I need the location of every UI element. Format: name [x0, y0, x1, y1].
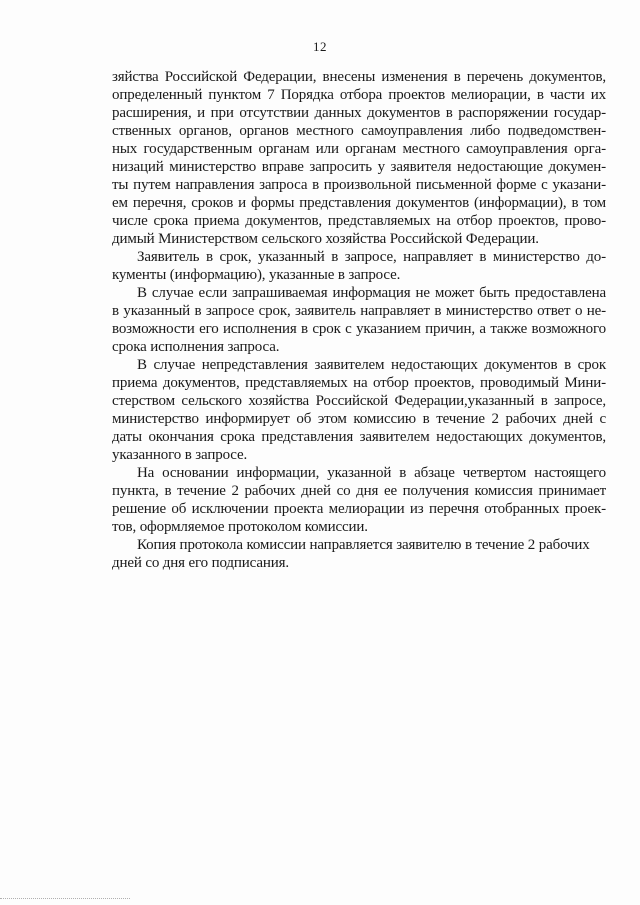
text-line: дней со дня его подписания.: [112, 555, 289, 571]
text-line: ем перечня, сроков и формы представления документов (информации), в том: [112, 195, 606, 211]
text-line: ных государственным органам или органам местного самоуправления орга-: [112, 141, 606, 157]
paragraph-first-line: Заявитель в срок, указанный в запросе, направляет в министерство до-: [137, 249, 606, 265]
text-line: ственных органов, органов местного самоуправления либо подведомствен-: [112, 123, 606, 139]
text-line: расширения, и при отсутствии данных документов в распоряжении государ-: [112, 105, 606, 121]
text-line: срока исполнения запроса.: [112, 339, 280, 355]
text-line: определенный пунктом 7 Порядка отбора проектов мелиорации, в части их: [112, 87, 606, 103]
text-line: решение об исключении проекта мелиорации из перечня отобранных проек-: [112, 501, 606, 517]
paragraph-first-line: Копия протокола комиссии направляется заявителю в течение 2 рабочих: [137, 537, 590, 553]
text-line: в указанный в запросе срок, заявитель направляет в министерство ответ о не-: [112, 303, 606, 319]
text-line: тов, оформляемое протоколом комиссии.: [112, 519, 368, 535]
text-line: министерство информирует об этом комиссию в течение 2 рабочих дней с: [112, 411, 606, 427]
scan-artifact: [0, 896, 130, 899]
text-line: даты окончания срока представления заявителем недостающих документов,: [112, 429, 606, 445]
text-line: ты путем направления запроса в произвольной письменной форме с указани-: [112, 177, 606, 193]
text-line: низаций министерство вправе запросить у заявителя недостающие докумен-: [112, 159, 606, 175]
text-line: димый Министерством сельского хозяйства Российской Федерации.: [112, 231, 539, 247]
text-line: приема документов, представляемых на отбор проектов, проводимый Мини-: [112, 375, 606, 391]
paragraph-first-line: На основании информации, указанной в абзаце четвертом настоящего: [137, 465, 606, 481]
paragraph-first-line: В случае непредставления заявителем недостающих документов в срок: [137, 357, 606, 373]
text-line: стерством сельского хозяйства Российской Федерации,указанный в запросе,: [112, 393, 606, 409]
page-number: 12: [313, 39, 327, 54]
text-line: кументы (информацию), указанные в запросе.: [112, 267, 401, 283]
text-line: числе срока приема документов, представляемых на отбор проектов, прово-: [112, 213, 606, 229]
paragraph-first-line: В случае если запрашиваемая информация не может быть предоставлена: [137, 285, 606, 301]
text-line: зяйства Российской Федерации, внесены изменения в перечень документов,: [112, 69, 606, 85]
text-line: возможности его исполнения в срок с указанием причин, а также возможного: [112, 321, 606, 337]
text-line: указанного в запросе.: [112, 447, 248, 463]
text-line: пункта, в течение 2 рабочих дней со дня ее получения комиссия принимает: [112, 483, 606, 499]
